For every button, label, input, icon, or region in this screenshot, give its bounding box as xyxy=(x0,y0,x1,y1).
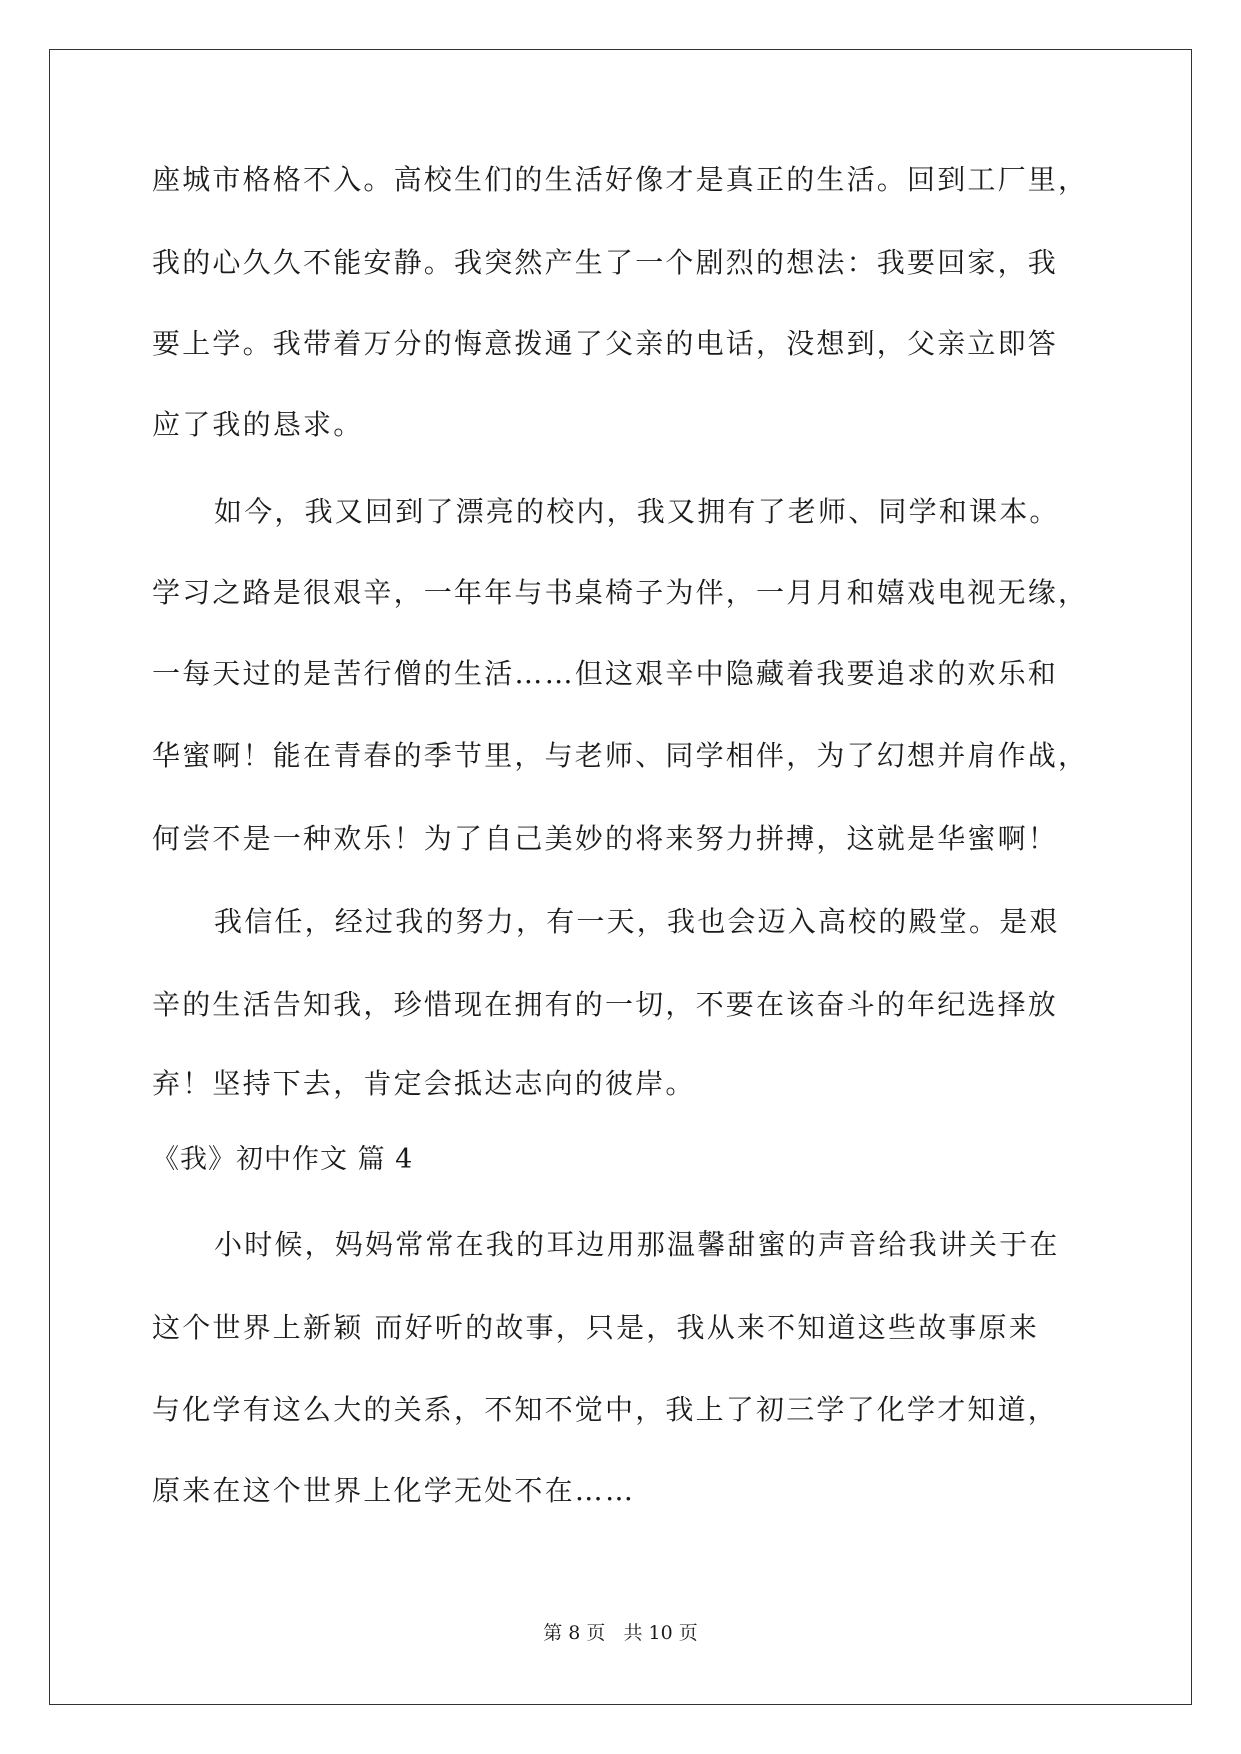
page-border xyxy=(49,49,1192,1705)
text-line: 辛的生活告知我，珍惜现在拥有的一切，不要在该奋斗的年纪选择放 xyxy=(152,988,1059,1021)
text-line: 与化学有这么大的关系，不知不觉中，我上了初三学了化学才知道， xyxy=(152,1393,1059,1426)
text-line: 如今，我又回到了漂亮的校内，我又拥有了老师、同学和课本。 xyxy=(214,495,1060,528)
page-footer xyxy=(0,1620,1241,1646)
text-line: 华蜜啊！能在青春的季节里，与老师、同学相伴，为了幻想并肩作战， xyxy=(152,739,1089,772)
text-line: 何尝不是一种欢乐！为了自己美妙的将来努力拼搏，这就是华蜜啊！ xyxy=(152,822,1059,855)
text-line: 要上学。我带着万分的悔意拨通了父亲的电话，没想到，父亲立即答 xyxy=(152,327,1059,360)
text-line: 这个世界上新颖 而好听的故事，只是，我从来不知道这些故事原来 xyxy=(152,1311,1039,1344)
text-line: 小时候，妈妈常常在我的耳边用那温馨甜蜜的声音给我讲关于在 xyxy=(214,1228,1060,1261)
text-line: 座城市格格不入。高校生们的生活好像才是真正的生活。回到工厂里， xyxy=(152,163,1089,196)
text-line: 原来在这个世界上化学无处不在…… xyxy=(152,1474,636,1507)
text-line: 一每天过的是苦行僧的生活……但这艰辛中隐藏着我要追求的欢乐和 xyxy=(152,657,1059,690)
text-line: 应了我的恳求。 xyxy=(152,408,364,441)
text-line: 我的心久久不能安静。我突然产生了一个剧烈的想法：我要回家，我 xyxy=(152,246,1059,279)
text-line: 我信任，经过我的努力，有一天，我也会迈入高校的殿堂。是艰 xyxy=(214,905,1060,938)
page-total: 共 10 页 xyxy=(623,1622,698,1644)
page-number: 第 8 页 xyxy=(543,1622,606,1644)
text-line: 弃！坚持下去，肯定会抵达志向的彼岸。 xyxy=(152,1067,696,1100)
section-heading: 《我》初中作文 篇 4 xyxy=(152,1144,414,1175)
text-line: 学习之路是很艰辛，一年年与书桌椅子为伴，一月月和嬉戏电视无缘， xyxy=(152,576,1089,609)
